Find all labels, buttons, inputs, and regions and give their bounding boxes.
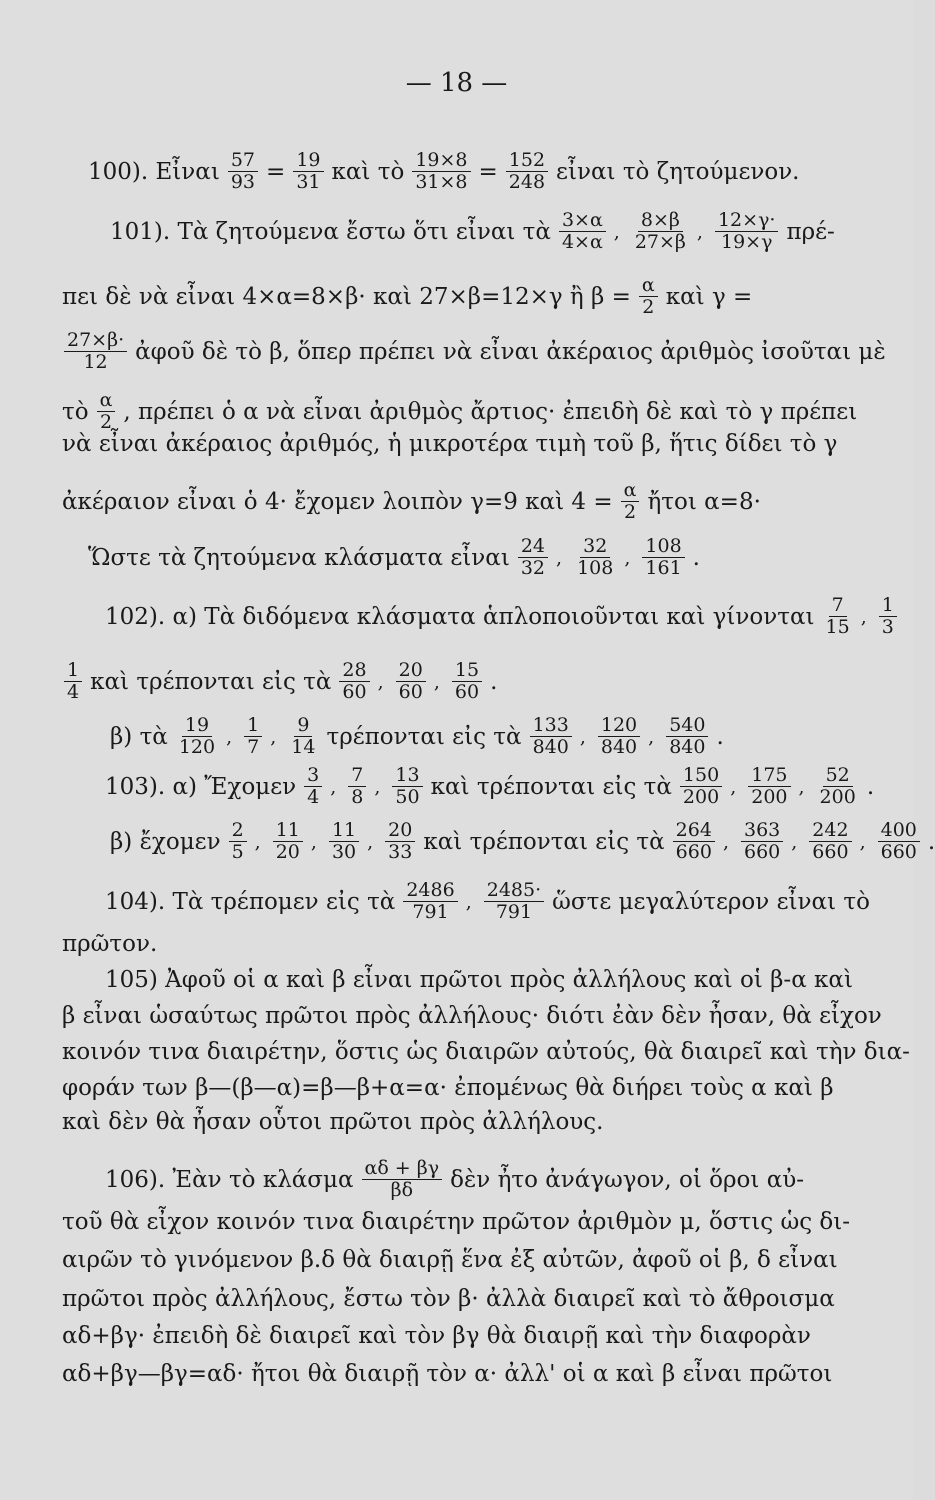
numerator: 20 [396, 660, 426, 682]
numerator: 13 [392, 765, 422, 787]
problem-101-line-5 [62, 430, 891, 458]
text: . [692, 544, 700, 571]
problem-103-line-1: 103). α) Ἔχομεν $\frac{3}{4}$ , $\frac{7}{8}$ , $\frac{13}{50}$ καὶ τρέπονται εἰς τὰ $\frac{150}{200}$ , $\frac{175}{200}$ , $\frac{52}{200}$ . [105, 764, 875, 808]
text: κοινόν τινα διαιρέτην, ὅστις ὡς διαιρῶν αὐτούς, θὰ διαιρεῖ καὶ τὴν δια- [62, 1039, 910, 1065]
text: πρῶτοι πρὸς ἀλλήλους, ἔστω τὸν β· ἀλλὰ διαιρεῖ καὶ τὸ ἄθροισμα [62, 1286, 835, 1312]
fraction [97, 390, 116, 433]
text: νὰ εἶναι ἀκέραιος ἀριθμός, ἡ μικροτέρα τιμὴ τοῦ β, ἥτις δίδει τὸ γ [62, 431, 838, 457]
text: τὸ [62, 398, 89, 425]
text: . [716, 723, 724, 750]
fraction [288, 715, 318, 758]
problem-103-line-2: β) ἔχομεν $\frac{2}{5}$ , $\frac{11}{20}$ , $\frac{11}{30}$ , $\frac{20}{33}$ καὶ τρέπονται εἰς τὰ $\frac{264}{660}$ , $\frac{363}{660}$ , $\frac{242}{660}$ , $\frac{400}{660}$ . [110, 819, 935, 863]
numerator: 3×α [559, 210, 606, 232]
numerator: 1 [244, 715, 262, 737]
problem-106-line-4 [62, 1285, 891, 1313]
numerator: 175 [748, 765, 790, 787]
problem-105-line-5 [62, 1108, 891, 1136]
text: πρέ- [786, 218, 835, 245]
numerator: 7 [348, 765, 366, 787]
problem-106-line-6 [62, 1360, 891, 1388]
denominator: 15 [825, 616, 850, 638]
text: . [490, 668, 498, 695]
denominator: 660 [812, 841, 849, 863]
denominator: 4×α [561, 231, 603, 253]
fraction [559, 210, 606, 253]
fraction [715, 210, 779, 253]
text: εἶναι τὸ ζητούμενον. [556, 158, 800, 185]
text: αδ+βγ· ἐπειδὴ δὲ διαιρεῖ καὶ τὸν βγ θὰ διαιρῇ καὶ τὴν διαφορὰν [62, 1323, 811, 1349]
fraction [329, 820, 359, 863]
numerator: 32 [580, 536, 610, 558]
equals: = [266, 158, 286, 185]
numerator: 108 [642, 536, 684, 558]
denominator: 4 [307, 786, 320, 808]
numerator: 19×8 [412, 150, 470, 172]
text: αδ+βγ—βγ=αδ· ἤτοι θὰ διαιρῇ τὸν α· ἀλλ' οἱ α καὶ β εἶναι πρῶτοι [62, 1361, 833, 1387]
equals: = [478, 158, 498, 185]
fraction [506, 150, 548, 193]
denominator: 31 [296, 171, 321, 193]
fraction [823, 595, 853, 638]
fraction [639, 275, 658, 318]
text: ὥστε μεγαλύτερον εἶναι τὸ [552, 888, 870, 915]
denominator: 7 [247, 736, 260, 758]
fraction [403, 880, 457, 923]
numerator: α [621, 480, 640, 502]
fraction [574, 536, 616, 579]
denominator: 840 [600, 736, 638, 758]
text: , πρέπει ὁ α νὰ εἶναι ἀριθμὸς ἄρτιος· ἐπειδὴ δὲ καὶ τὸ γ πρέπει [123, 398, 858, 425]
problem-101-line-3 [62, 330, 891, 373]
problem-105-line-2 [62, 1002, 891, 1030]
denominator: 248 [508, 171, 546, 193]
text: β εἶναι ὡσαύτως πρῶτοι πρὸς ἀλλήλους· διότι ἐὰν δὲν ἦσαν, θὰ εἶχον [62, 1003, 882, 1029]
numerator: 1 [64, 660, 82, 682]
fraction [348, 765, 366, 808]
numerator: 1 [879, 595, 897, 617]
denominator: 108 [577, 557, 614, 579]
numerator: 20 [385, 820, 415, 842]
numerator: 52 [823, 765, 853, 787]
fraction [304, 765, 322, 808]
problem-104-line-1: 104). Τὰ τρέπομεν εἰς τὰ $\frac{2486}{791}$ , $\frac{2485\cdot}{791}$ ὥστε μεγαλύτερον εἶναι τὸ [105, 879, 870, 923]
text: τρέπονται εἰς τὰ [326, 723, 522, 750]
numerator: 400 [878, 820, 920, 842]
denominator: 27×β [634, 231, 686, 253]
fraction [228, 150, 258, 193]
numerator: 24 [518, 536, 548, 558]
denominator: 5 [231, 841, 244, 863]
text: ἀφοῦ δὲ τὸ β, ὅπερ πρέπει νὰ εἶναι ἀκέραιος ἀριθμὸς ἰσοῦται μὲ [135, 338, 886, 365]
fraction [680, 765, 722, 808]
problem-102-line-2: $\frac{1}{4}$ καὶ τρέπονται εἰς τὰ $\frac{28}{60}$ , $\frac{20}{60}$ , $\frac{15}{60}$ . [62, 660, 891, 703]
problem-105-line-4 [62, 1074, 891, 1102]
text: β) ἔχομεν [110, 828, 221, 855]
text: καὶ δὲν θὰ ἦσαν οὗτοι πρῶτοι πρὸς ἀλλήλους. [62, 1109, 604, 1135]
numerator: α [639, 275, 658, 297]
denominator: 4 [67, 681, 80, 703]
problem-101-line-2 [62, 275, 891, 318]
denominator: 33 [388, 841, 413, 863]
denominator: 840 [532, 736, 569, 758]
fraction [632, 210, 689, 253]
numerator: 11 [329, 820, 359, 842]
denominator: 60 [342, 681, 367, 703]
numerator: 120 [598, 715, 640, 737]
text: δὲν ἦτο ἀνάγωγον, οἱ ὅροι αὐ- [450, 1166, 805, 1193]
fraction [530, 715, 572, 758]
numerator: 3 [304, 765, 322, 787]
problem-104-label: 104). Τὰ τρέπομεν εἰς τὰ [105, 888, 396, 915]
fraction [452, 660, 482, 703]
numerator: 11 [273, 820, 303, 842]
denominator: 60 [454, 681, 480, 703]
problem-102-line-1: 102). α) Τὰ διδόμενα κλάσματα ἁπλοποιοῦνται καὶ γίνονται $\frac{7}{15}$ , $\frac{1}{3}$ [105, 595, 891, 638]
fraction [673, 820, 715, 863]
text: β) τὰ [110, 723, 168, 750]
denominator: 14 [291, 736, 316, 758]
fraction [642, 536, 684, 579]
numerator: 2485· [484, 880, 544, 902]
problem-101-line-6 [62, 480, 891, 523]
numerator: αδ + βγ [362, 1158, 443, 1180]
denominator: 8 [351, 786, 364, 808]
fraction [229, 820, 247, 863]
text: καὶ γ = [665, 283, 753, 310]
fraction [518, 536, 548, 579]
text: Ὥστε τὰ ζητούμενα κλάσματα εἶναι [88, 544, 510, 571]
numerator: 15 [452, 660, 482, 682]
fraction [244, 715, 262, 758]
text: αιρῶν τὸ γινόμενον β.δ θὰ διαιρῇ ἕνα ἐξ αὐτῶν, ἀφοῦ οἱ β, δ εἶναι [62, 1247, 838, 1273]
problem-106-line-2 [62, 1208, 891, 1236]
fraction [666, 715, 708, 758]
fraction [817, 765, 859, 808]
denominator: 2 [624, 501, 637, 523]
problem-102-line-3: β) τὰ $\frac{19}{120}$ , $\frac{1}{7}$ , $\frac{9}{14}$ τρέπονται εἰς τὰ $\frac{133}{840}$ , $\frac{120}{840}$ , $\frac{540}{840}$ . [110, 714, 724, 758]
denominator: 840 [669, 736, 706, 758]
text: καὶ τρέπονται εἰς τὰ [90, 668, 332, 695]
denominator: βδ [390, 1179, 414, 1201]
numerator: 363 [741, 820, 783, 842]
fraction [385, 820, 415, 863]
text: 105) Ἀφοῦ οἱ α καὶ β εἶναι πρῶτοι πρὸς ἀλλήλους καὶ οἱ β-α καὶ [105, 967, 853, 993]
problem-106-label: 106). Ἐὰν τὸ κλάσμα [105, 1166, 354, 1193]
denominator: 2 [99, 411, 113, 433]
problem-106-line-3 [62, 1246, 891, 1274]
denominator: 200 [682, 786, 720, 808]
text: ἤτοι α=8· [647, 488, 761, 515]
numerator: 264 [673, 820, 715, 842]
denominator: 93 [230, 171, 256, 193]
problem-106-line-1 [105, 1158, 891, 1201]
denominator: 120 [178, 736, 216, 758]
problem-101-label: 101). Τὰ ζητούμενα ἔστω ὅτι εἶναι τὰ [110, 218, 551, 245]
fraction [879, 595, 897, 638]
numerator: 8×β [638, 210, 683, 232]
fraction [64, 330, 127, 373]
denominator: 20 [275, 841, 300, 863]
fraction [176, 715, 218, 758]
fraction [273, 820, 303, 863]
numerator: 540 [666, 715, 708, 737]
numerator: 7 [829, 595, 847, 617]
problem-102-label: 102). α) Τὰ διδόμενα κλάσματα ἁπλοποιοῦνται καὶ γίνονται [105, 603, 815, 630]
denominator: 660 [880, 841, 917, 863]
fraction [293, 150, 323, 193]
problem-101-line-7: Ὥστε τὰ ζητούμενα κλάσματα εἶναι $\frac{24}{32}$ , $\frac{32}{108}$ , $\frac{108}{161}$ . [88, 535, 700, 579]
denominator: 791 [412, 901, 449, 923]
numerator: α [97, 390, 116, 412]
denominator: 30 [331, 841, 357, 863]
numerator: 57 [228, 150, 258, 172]
text: πρῶτον. [62, 931, 158, 957]
text: φοράν των β—(β—α)=β—β+α=α· ἐπομένως θὰ διήρει τοὺς α καὶ β [62, 1075, 834, 1101]
denominator: 3 [881, 616, 894, 638]
problem-105-line-3 [62, 1038, 910, 1066]
numerator: 2 [229, 820, 247, 842]
fraction [396, 660, 426, 703]
text: καὶ τρέπονται εἰς τὰ [423, 828, 665, 855]
fraction [484, 880, 544, 923]
text: καὶ τὸ [331, 158, 405, 185]
denominator: 791 [495, 901, 533, 923]
denominator: 200 [819, 786, 856, 808]
numerator: 150 [680, 765, 722, 787]
numerator: 2486 [403, 880, 457, 902]
problem-101-line-4 [62, 390, 891, 433]
denominator: 660 [675, 841, 712, 863]
denominator: 2 [642, 296, 655, 318]
text: τοῦ θὰ εἶχον κοινόν τινα διαιρέτην πρῶτον ἀριθμὸν μ, ὅστις ὡς δι- [62, 1209, 851, 1235]
fraction [392, 765, 422, 808]
problem-101-line-1: 101). Τὰ ζητούμενα ἔστω ὅτι εἶναι τὰ $\frac{3\times\alpha}{4\times\alpha}$ , $\frac{8\times\beta}{27\times\beta}$ , $\frac{12\times\gamma\cdot}{19\times\gamma}$ πρέ- [110, 209, 835, 253]
text: πει δὲ νὰ εἶναι 4×α=8×β· καὶ 27×β=12×γ ἢ β = [62, 283, 631, 310]
fraction [809, 820, 851, 863]
fraction [621, 480, 640, 523]
fraction [878, 820, 920, 863]
denominator: 200 [751, 786, 788, 808]
denominator: 12 [83, 351, 108, 373]
fraction [412, 150, 470, 193]
fraction [339, 660, 369, 703]
fraction [362, 1158, 443, 1201]
denominator: 32 [520, 557, 546, 579]
denominator: 161 [645, 557, 682, 579]
problem-103-label: 103). α) Ἔχομεν [105, 773, 297, 800]
numerator: 9 [294, 715, 312, 737]
numerator: 133 [530, 715, 572, 737]
problem-106-line-5 [62, 1322, 891, 1350]
page-number: — 18 — [405, 68, 508, 98]
denominator: 50 [395, 786, 420, 808]
numerator: 28 [339, 660, 369, 682]
denominator: 60 [398, 681, 423, 703]
fraction [64, 660, 82, 703]
denominator: 19×γ [720, 231, 773, 253]
text: . [866, 773, 875, 800]
fraction [741, 820, 783, 863]
denominator: 31×8 [415, 171, 468, 193]
problem-105-line-1 [105, 966, 891, 994]
text: καὶ τρέπονται εἰς τὰ [430, 773, 672, 800]
fraction [598, 715, 640, 758]
problem-100-label: 100). Εἶναι [88, 158, 220, 185]
text: . [927, 828, 935, 855]
numerator: 19 [182, 715, 212, 737]
problem-104-line-2 [62, 930, 891, 958]
text: ἀκέραιον εἶναι ὁ 4· ἔχομεν λοιπὸν γ=9 καὶ 4 = [62, 488, 613, 515]
problem-100-line [88, 150, 891, 193]
numerator: 152 [506, 150, 548, 172]
numerator: 242 [809, 820, 851, 842]
numerator: 12×γ· [715, 210, 779, 232]
denominator: 660 [743, 841, 781, 863]
numerator: 19 [293, 150, 323, 172]
numerator: 27×β· [64, 330, 127, 352]
fraction [748, 765, 790, 808]
